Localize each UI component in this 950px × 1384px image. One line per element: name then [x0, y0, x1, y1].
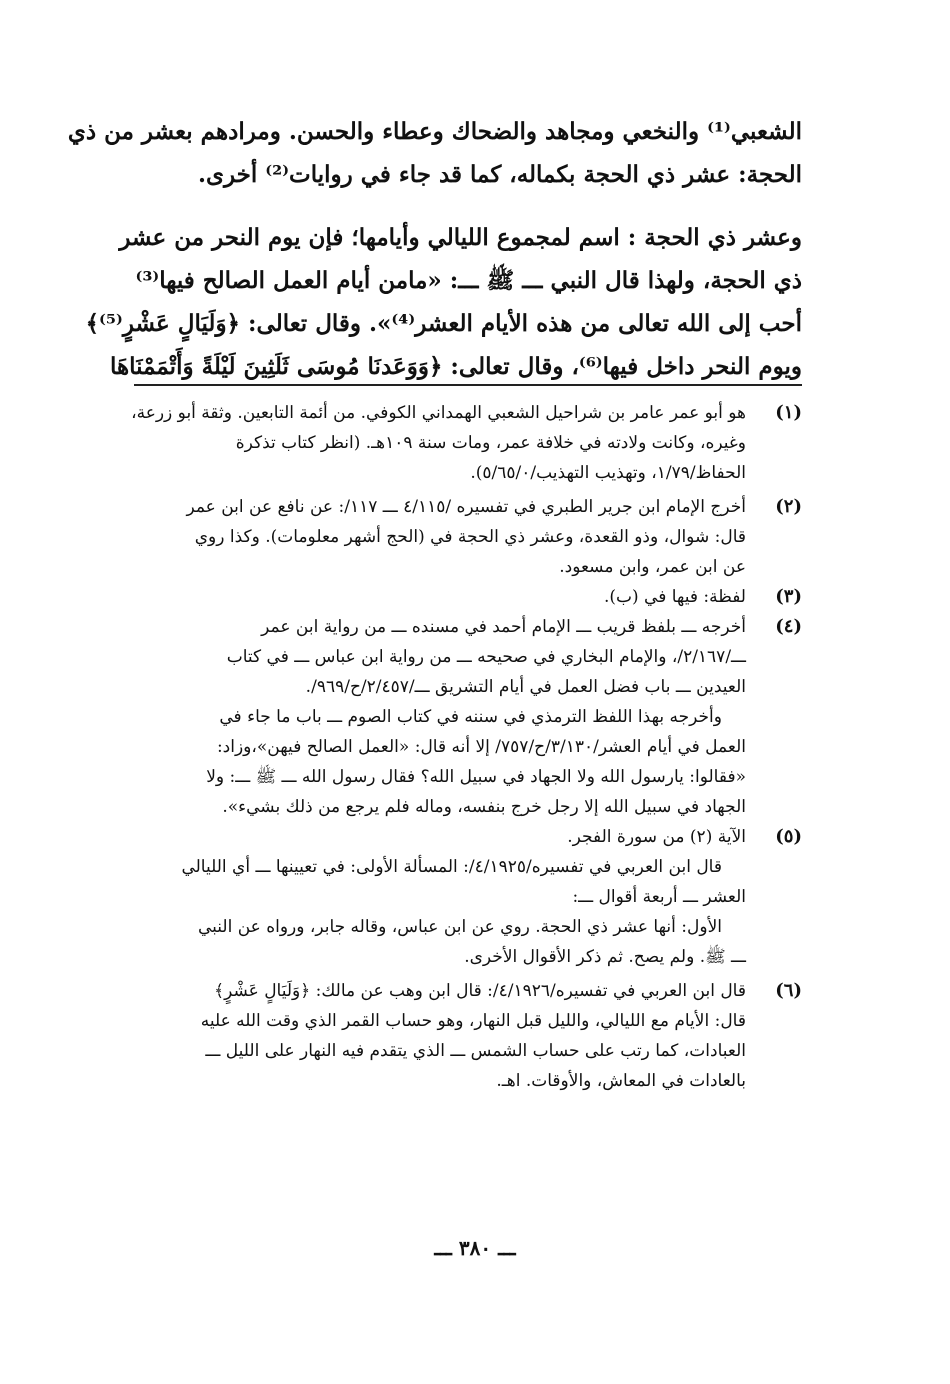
- footnote-line: الجهاد في سبيل الله إلا رجل خرج بنفسه، وماله فلم يرجع من ذلك بشيء».: [222, 797, 746, 817]
- footnote-line: «فقالوا: يارسول الله ولا الجهاد في سبيل الله؟ فقال رسول الله ـــ ﷺ ـــ: ولا: [206, 767, 746, 787]
- footnote-line: الحفاظ/١/٧٩، وتهذيب التهذيب/٥/٦٥/٠).: [470, 463, 746, 483]
- footnote-line: العبادات، كما رتب على حساب الشمس ـــ الذي يتقدم فيه النهار على الليل ـــ: [205, 1041, 746, 1061]
- text-line: الشعبي⁽¹⁾ والنخعي ومجاهد والضحاك وعطاء والحسن. ومرادهم بعشر من ذي: [67, 118, 802, 145]
- footnote-line: العمل في أيام العشر/٣/١٣٠/ح/٧٥٧/ إلا أنه قال: «العمل الصالح فيهن»،وزاد:: [216, 737, 746, 757]
- footnote-line: العشر ـــ أربعة أقوال ـــ:: [572, 887, 746, 907]
- text-line: وعشر ذي الحجة : اسم لمجموع الليالي وأيامها؛ فإن يوم النحر من عشر: [119, 224, 802, 251]
- footnote-line: عن ابن عمر، وابن مسعود.: [559, 557, 746, 577]
- footnote-number: (١): [775, 402, 802, 423]
- text-line: الحجة: عشر ذي الحجة بكماله، كما قد جاء في روايات⁽²⁾ أخرى.: [197, 161, 802, 188]
- text-line: أحب إلى الله تعالى من هذه الأيام العشر⁽⁴⁾». وقال تعالى: ﴿وَلَيَالٍ عَشْرٍ⁽⁵⁾﴾: [85, 310, 802, 337]
- footnote-line: الأول: أنها عشر ذي الحجة. روي عن ابن عباس، وقاله جابر، ورواه عن النبي: [197, 917, 722, 937]
- footnote-number: (٣): [775, 586, 802, 607]
- main-paragraph-1: [67, 110, 802, 196]
- footnote-number: (٦): [775, 980, 802, 1001]
- footnote-line: أخرجه ـــ بلفظ قريب ـــ الإمام أحمد في مسنده ـــ من رواية ابن عمر: [261, 617, 746, 637]
- footnote-line: الآية (٢) من سورة الفجر.: [567, 827, 746, 847]
- footnote-line: قال ابن العربي في تفسيره/٤/١٩٢٥/: المسألة الأولى: في تعيينها ـــ أي الليالي: [181, 857, 722, 877]
- footnote-line: قال: الأيام مع الليالي، والليل قبل النهار، وهو حساب القمر الذي وقت الله عليه: [200, 1011, 746, 1031]
- footnote-line: هو أبو عمر عامر بن شراحيل الشعبي الهمداني الكوفي. من أئمة التابعين. وثقة أبو زرعة،: [131, 403, 746, 423]
- footnote-line: بالعادات في المعاش، والأوقات. اهـ.: [496, 1071, 746, 1091]
- footnote-line: وغيره، وكانت ولادته في خلافة عمر، ومات سنة ١٠٩هـ. (انظر كتاب تذكرة: [235, 433, 746, 453]
- footnote-1: [131, 398, 802, 488]
- footnote-5: [134, 822, 802, 972]
- footnote-separator: [134, 384, 802, 386]
- footnote-line: ـــ/٢/١٦٧/، والإمام البخاري في صحيحه ـــ من رواية ابن عباس ـــ في كتاب: [226, 647, 746, 667]
- footnote-3: [134, 582, 802, 612]
- footnote-line: وأخرجه بهذا اللفظ الترمذي في سننه في كتاب الصوم ـــ باب ما جاء في: [219, 707, 722, 727]
- footnote-line: لفظة: فيها في (ب).: [603, 587, 746, 607]
- footnote-2: [134, 492, 802, 582]
- footnote-4: [134, 612, 802, 822]
- text-line: ويوم النحر داخل فيها⁽⁶⁾، وقال تعالى: ﴿وَوَعَدنَا مُوسَى ثَلَثِينَ لَيْلَةً وَأَتْمَمْنَاهَا: [109, 353, 802, 380]
- footnote-line: العيدين ـــ باب فضل العمل في أيام التشريق ـــ/٢/٤٥٧/ح/٩٦٩/.: [305, 677, 746, 697]
- text-line: ذي الحجة، ولهذا قال النبي ـــ ﷺ ـــ: «مامن أيام العمل الصالح فيها⁽³⁾: [135, 267, 802, 294]
- footnote-number: (٢): [775, 496, 802, 517]
- footnote-number: (٤): [775, 616, 802, 637]
- footnote-line: أخرج الإمام ابن جرير الطبري في تفسيره /٤/١١٥ ـــ ١١٧/: عن نافع عن ابن عمر: [186, 497, 746, 517]
- footnote-6: [134, 976, 802, 1096]
- footnotes: [131, 398, 802, 1096]
- footnote-line: قال: شوال، وذو القعدة، وعشر ذي الحجة في (الحج أشهر معلومات). وكذا روي: [194, 527, 746, 547]
- page-number: ـــ ٣٨٠ ـــ: [434, 1236, 516, 1260]
- footnote-line: ـــ ﷺ. ولم يصح. ثم ذكر الأقوال الأخرى.: [464, 947, 746, 967]
- footnote-line: قال ابن العربي في تفسيره/٤/١٩٢٦/: قال ابن وهب عن مالك: ﴿وَلَيَالٍ عَشْرٍ﴾: [214, 981, 746, 1001]
- main-paragraph-2: [85, 216, 802, 388]
- footnote-number: (٥): [775, 826, 802, 847]
